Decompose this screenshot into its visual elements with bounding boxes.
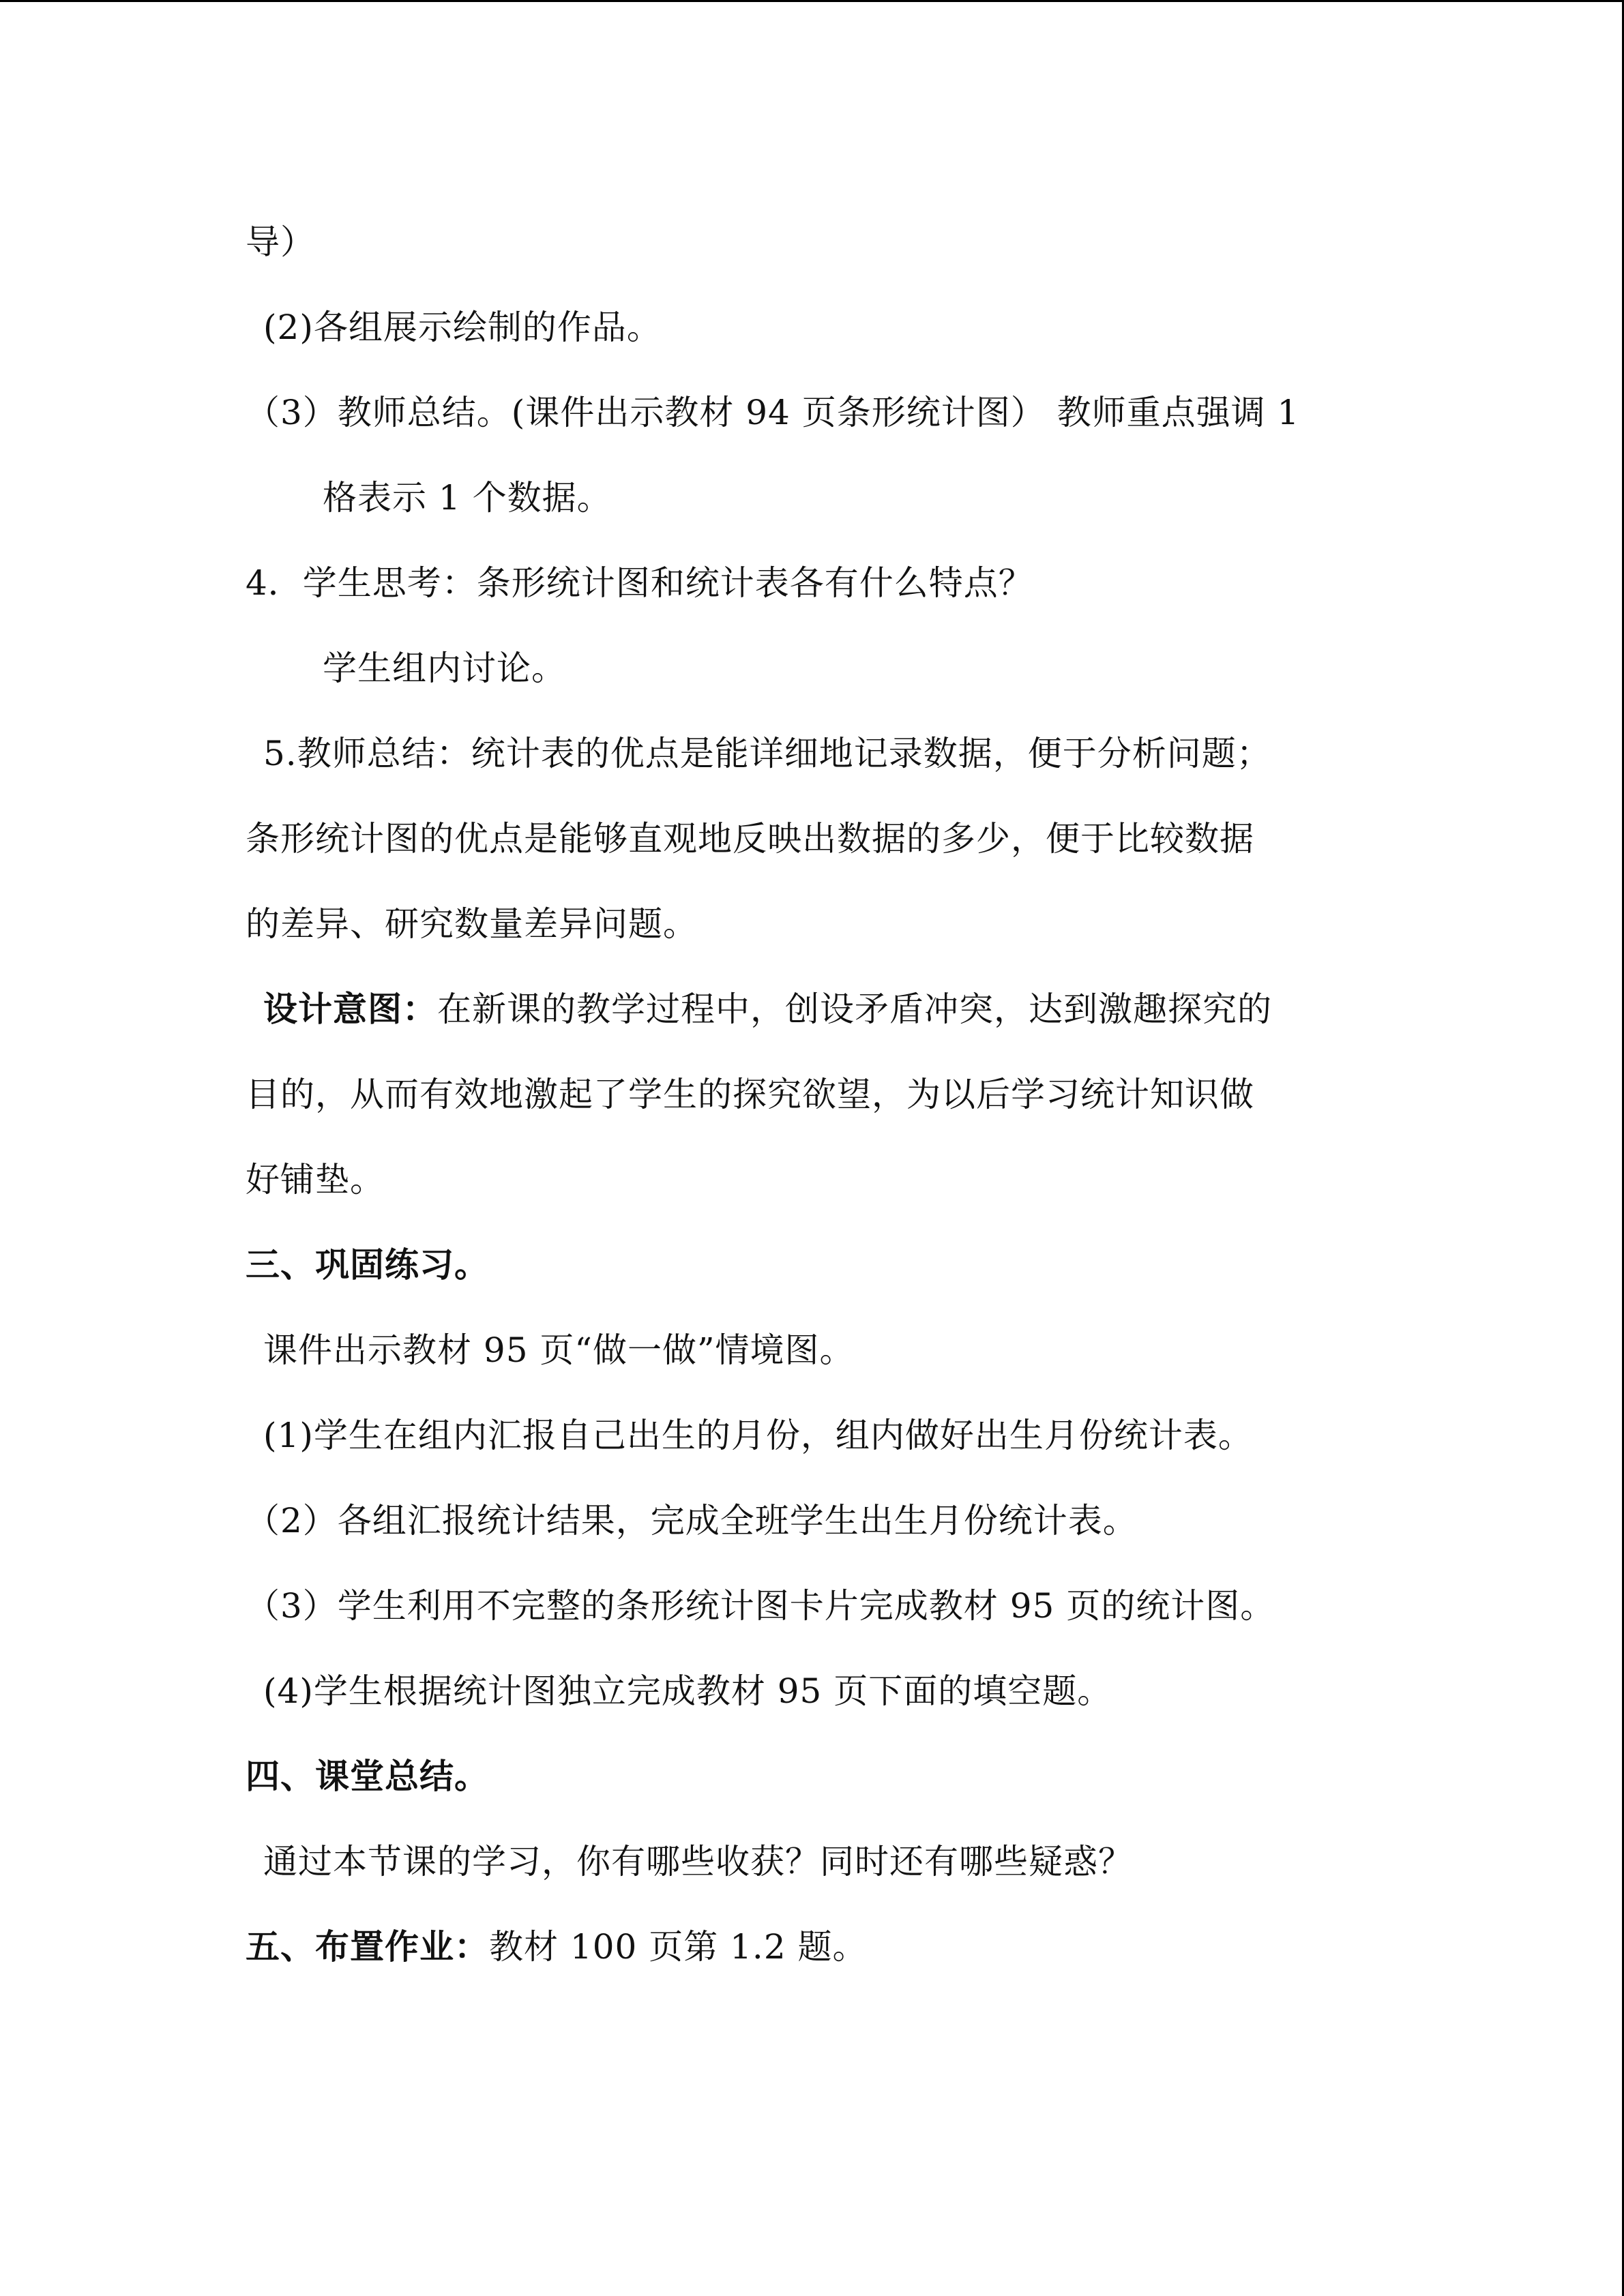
text-line: 5.教师总结：统计表的优点是能详细地记录数据，便于分析问题； bbox=[263, 734, 1271, 773]
text-line: 4．学生思考：条形统计图和统计表各有什么特点？ bbox=[246, 563, 1033, 603]
design-intent-label: 设计意图： bbox=[263, 989, 437, 1029]
text-line: （2）各组汇报统计结果，完成全班学生出生月份统计表。 bbox=[246, 1501, 1138, 1540]
text-line: （3）学生利用不完整的条形统计图卡片完成教材 95 页的统计图。 bbox=[246, 1586, 1275, 1626]
design-intent-paragraph bbox=[263, 989, 1272, 1030]
text-line: (2)各组展示绘制的作品。 bbox=[263, 308, 662, 347]
text-line: (1)学生在组内汇报自己出生的月份，组内做好出生月份统计表。 bbox=[263, 1416, 1253, 1455]
text-line: 条形统计图的优点是能够直观地反映出数据的多少，便于比较数据 bbox=[246, 819, 1254, 859]
homework-label: 五、布置作业： bbox=[246, 1926, 489, 1967]
text-line: 通过本节课的学习，你有哪些收获？同时还有哪些疑惑？ bbox=[263, 1842, 1133, 1881]
section-heading: 三、巩固练习。 bbox=[246, 1244, 489, 1285]
text-line: 目的，从而有效地激起了学生的探究欲望，为以后学习统计知识做 bbox=[246, 1075, 1254, 1114]
text-line: 格表示 1 个数据。 bbox=[323, 478, 612, 518]
section-heading: 四、课堂总结。 bbox=[246, 1756, 489, 1796]
text-line: 课件出示教材 95 页“做一做”情境图。 bbox=[263, 1330, 855, 1370]
text-line: 好铺垫。 bbox=[246, 1160, 385, 1199]
text-line: 的差异、研究数量差异问题。 bbox=[246, 904, 698, 944]
text-line: 学生组内讨论。 bbox=[323, 648, 566, 688]
text-line: 导） bbox=[246, 222, 315, 262]
homework-paragraph bbox=[246, 1926, 868, 1967]
homework-text: 教材 100 页第 1.2 题。 bbox=[489, 1927, 868, 1967]
text-line: (4)学生根据统计图独立完成教材 95 页下面的填空题。 bbox=[263, 1671, 1112, 1711]
design-intent-text: 在新课的教学过程中，创设矛盾冲突，达到激趣探究的 bbox=[437, 989, 1272, 1029]
text-line: （3）教师总结。(课件出示教材 94 页条形统计图） 教师重点强调 1 bbox=[246, 393, 1300, 432]
